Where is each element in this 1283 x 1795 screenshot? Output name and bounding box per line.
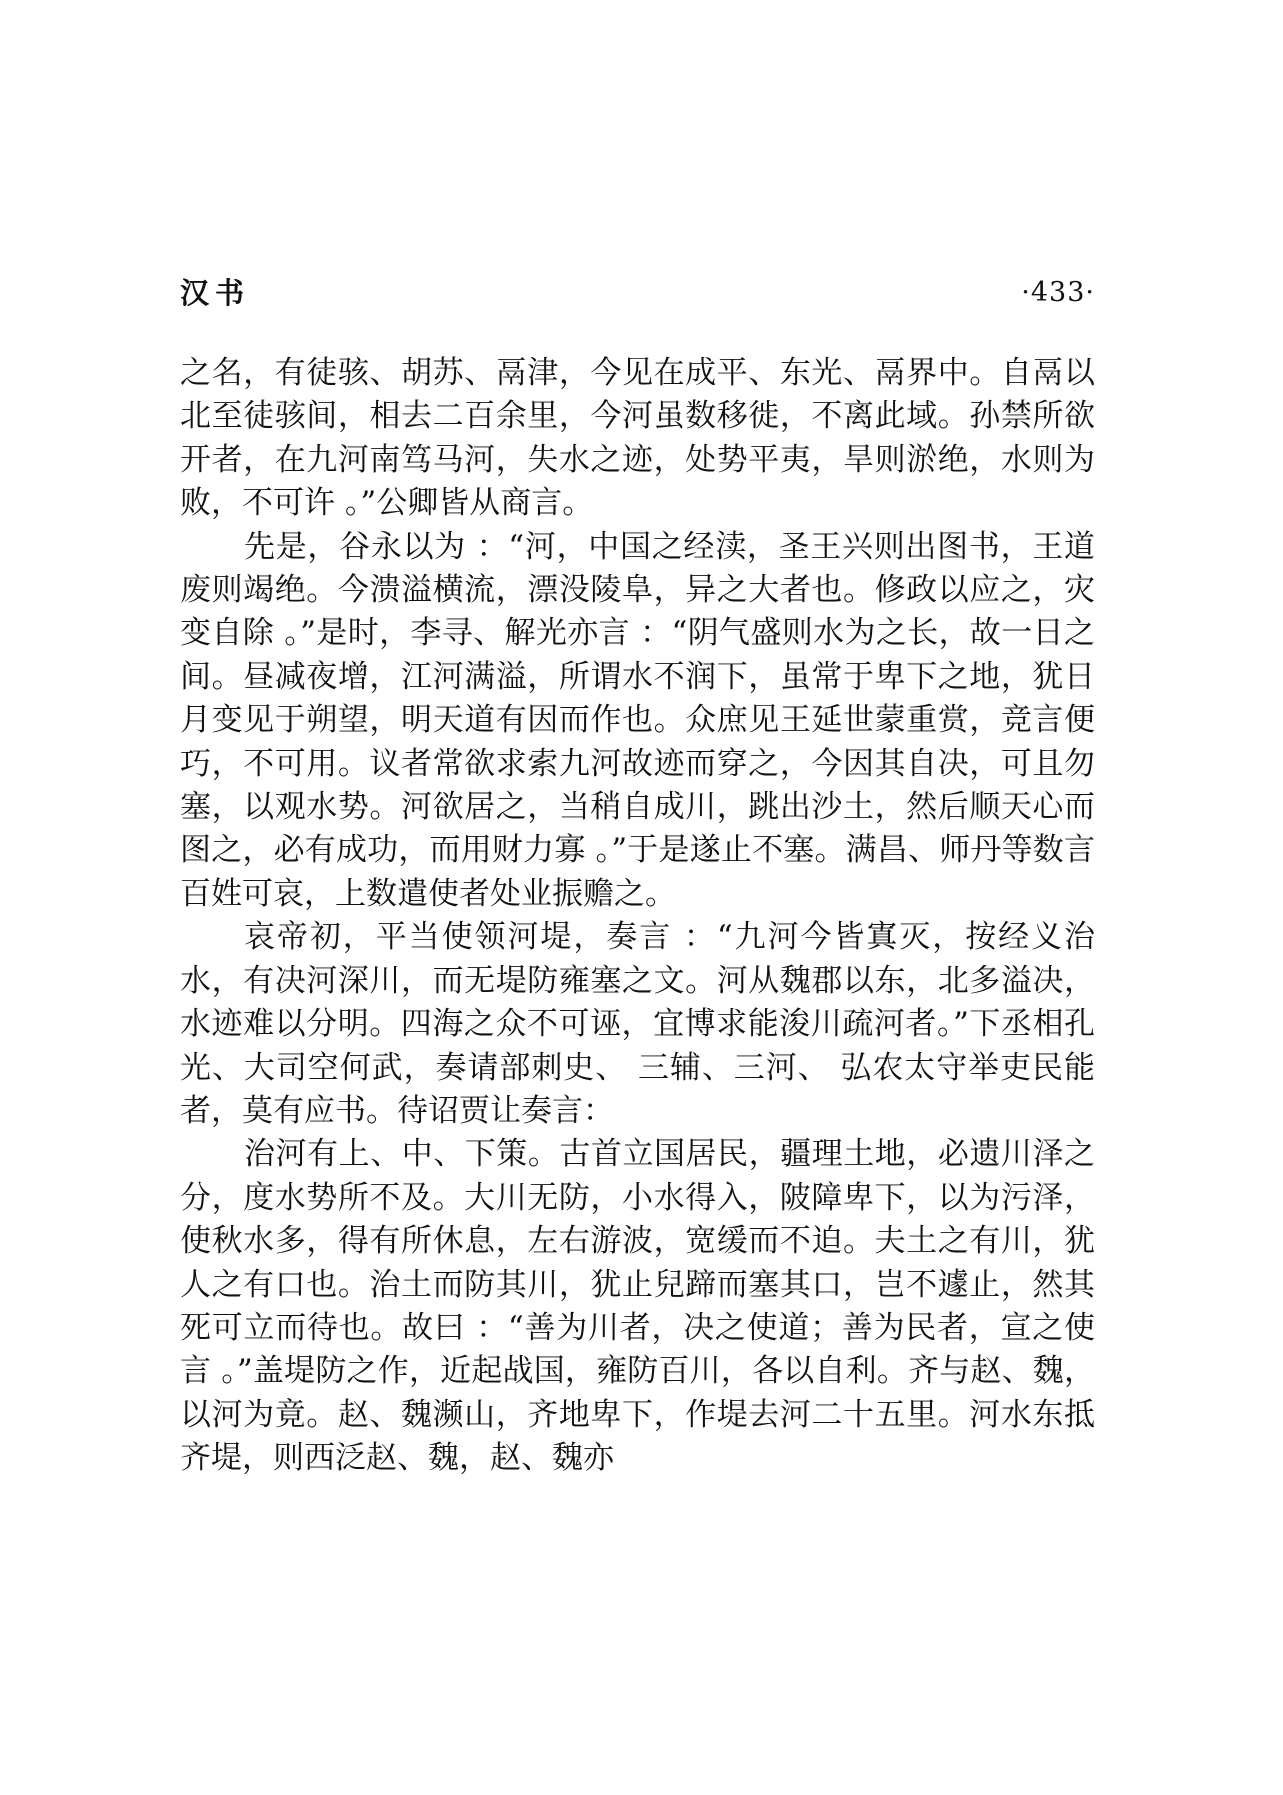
body-text	[180, 352, 1095, 1481]
paragraph-jia-rang: 治河有上、中、下策。古首立国居民，疆理土地，必遗川泽之分，度水势所不及。大川无防，小水得入，陂障卑下，以为污泽，使秋水多，得有所休息，左右游波，宽缓而不迫。夫土之有川，犹人之有口也。治土而防其川，犹止兒蹄而塞其口，岂不遽止，然其死可立而待也。故曰 ：“善为川者，决之使道；善为民者，宣之使言 。”盖堤防之作，近起战国，雍防百川，各以自利。齐与赵、魏，以河为竟。赵、魏濒山，齐地卑下，作堤去河二十五里。河水东抵齐堤，则西泛赵、魏，赵、魏亦	[180, 1136, 1095, 1477]
paragraph-continuation: 之名，有徒骇、胡苏、鬲津，今见在成平、东光、鬲界中。自鬲以北至徒骇间，相去二百余里，今河虽数移徙，不离此域。孙禁所欲开者，在九河南笃马河，失水之迹，处势平夷，旱则淤绝，水则为败，不可许 。”公卿皆从商言。	[180, 355, 1095, 522]
paragraph-gu-yong: 先是，谷永以为 ：“河，中国之经渎，圣王兴则出图书，王道废则竭绝。今溃溢横流，漂没陵阜，异之大者也。修政以应之，灾变自除 。”是时，李寻、解光亦言 ：“阴气盛则水为之长，故一日之间。昼减夜增，江河满溢，所谓水不润下，虽常于卑下之地，犹日月变见于朔望，明天道有因而作也。众庶见王延世蒙重赏，竞言便巧，不可用。议者常欲求索九河故迹而穿之，今因其自决，可且勿塞，以观水势。河欲居之，当稍自成川，跳出沙土，然后顺天心而图之，必有成功，而用财力寡 。”于是遂止不塞。满昌、师丹等数言百姓可哀，上数遣使者处业振赡之。	[180, 528, 1095, 912]
paragraph-ai-di: 哀帝初，平当使领河堤，奏言 ：“九河今皆寘灭，按经义治水，有决河深川，而无堤防雍塞之文。河从魏郡以东，北多溢决，水迹难以分明。四海之众不可诬，宜博求能浚川疏河者。”下丞相孔光、大司空何武，奏请部刺史、 三辅、三河、 弘农太守举吏民能者，莫有应书。待诏贾让奏言：	[180, 919, 1095, 1129]
page-header	[180, 268, 1095, 318]
book-title: 汉书	[180, 276, 251, 310]
page-number: ·433·	[1021, 277, 1095, 308]
